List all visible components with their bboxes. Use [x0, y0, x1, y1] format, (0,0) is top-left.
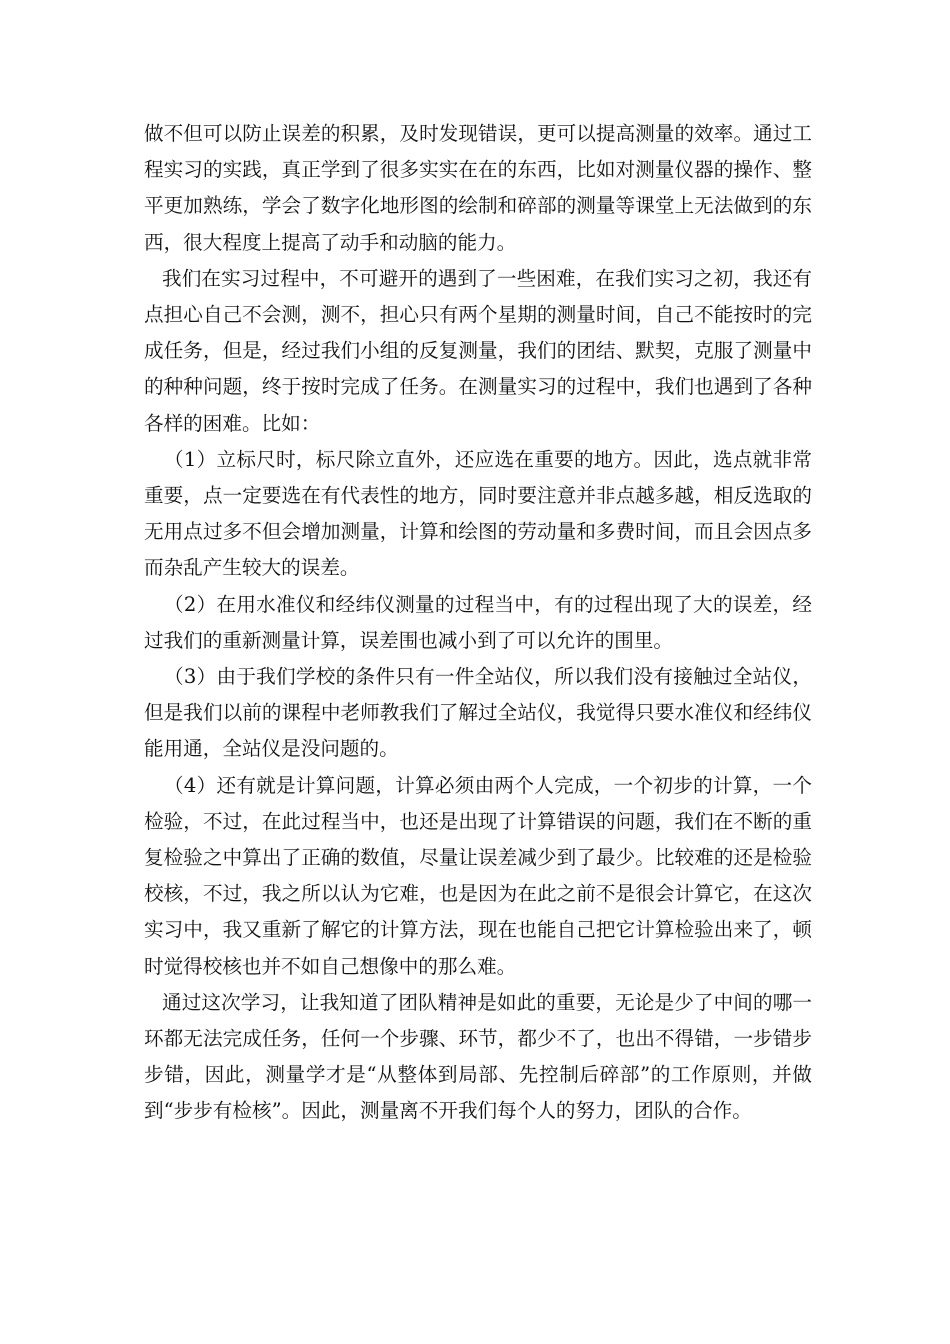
paragraph-measurement-efficiency: 做不但可以防止误差的积累，及时发现错误，更可以提高测量的效率。通过工程实习的实践，真正学到了很多实实在在的东西，比如对测量仪器的操作、整平更加熟练，学会了数字化地形图的绘制和碎部的测量等课堂上无法做到的东西，很大程度上提高了动手和动脑的能力。 [144, 122, 812, 254]
paragraph-teamwork-conclusion: 通过这次学习，让我知道了团队精神是如此的重要，无论是少了中间的哪一环都无法完成任务，任何一个步骤、环节，都少不了，也出不得错，一步错步步错，因此，测量学才是“从整体到局部、先控制后碎部”的工作原则，并做到“步步有检核”。因此，测量离不开我们每个人的努力，团队的合作。 [144, 990, 812, 1123]
paragraph-item-1-staff-placement: （1）立标尺时，标尺除立直外，还应选在重要的地方。因此，选点就非常重要，点一定要选在有代表性的地方，同时要注意并非点越多越，相反选取的无用点过多不但会增加测量，计算和绘图的劳动量和多费时间，而且会因点多而杂乱产生较大的误差。 [144, 447, 812, 580]
paragraph-item-2-level-theodolite: （2）在用水准仪和经纬仪测量的过程当中，有的过程出现了大的误差，经过我们的重新测量计算，误差围也减小到了可以允许的围里。 [144, 592, 812, 652]
paragraph-item-3-total-station: （3）由于我们学校的条件只有一件全站仪，所以我们没有接触过全站仪，但是我们以前的课程中老师教我们了解过全站仪，我觉得只要水准仪和经纬仪能用通，全站仪是没问题的。 [144, 665, 812, 761]
paragraph-difficulties-intro: 我们在实习过程中，不可避开的遇到了一些困难，在我们实习之初，我还有点担心自己不会测，测不，担心只有两个星期的测量时间，自己不能按时的完成任务，但是，经过我们小组的反复测量，我们的团结、默契，克服了测量中的种种问题，终于按时完成了任务。在测量实习的过程中，我们也遇到了各种各样的困难。比如： [144, 266, 812, 435]
paragraph-item-4-calculation: （4）还有就是计算问题，计算必须由两个人完成，一个初步的计算，一个检验，不过，在此过程当中，也还是出现了计算错误的问题，我们在不断的重复检验之中算出了正确的数值，尽量让误差减少到了最少。比较难的还是检验校核，不过，我之所以认为它难，也是因为在此之前不是很会计算它，在这次实习中，我又重新了解它的计算方法，现在也能自己把它计算检验出来了，顿时觉得校核也并不如自己想像中的那么难。 [144, 773, 812, 978]
document-body [144, 116, 812, 1130]
